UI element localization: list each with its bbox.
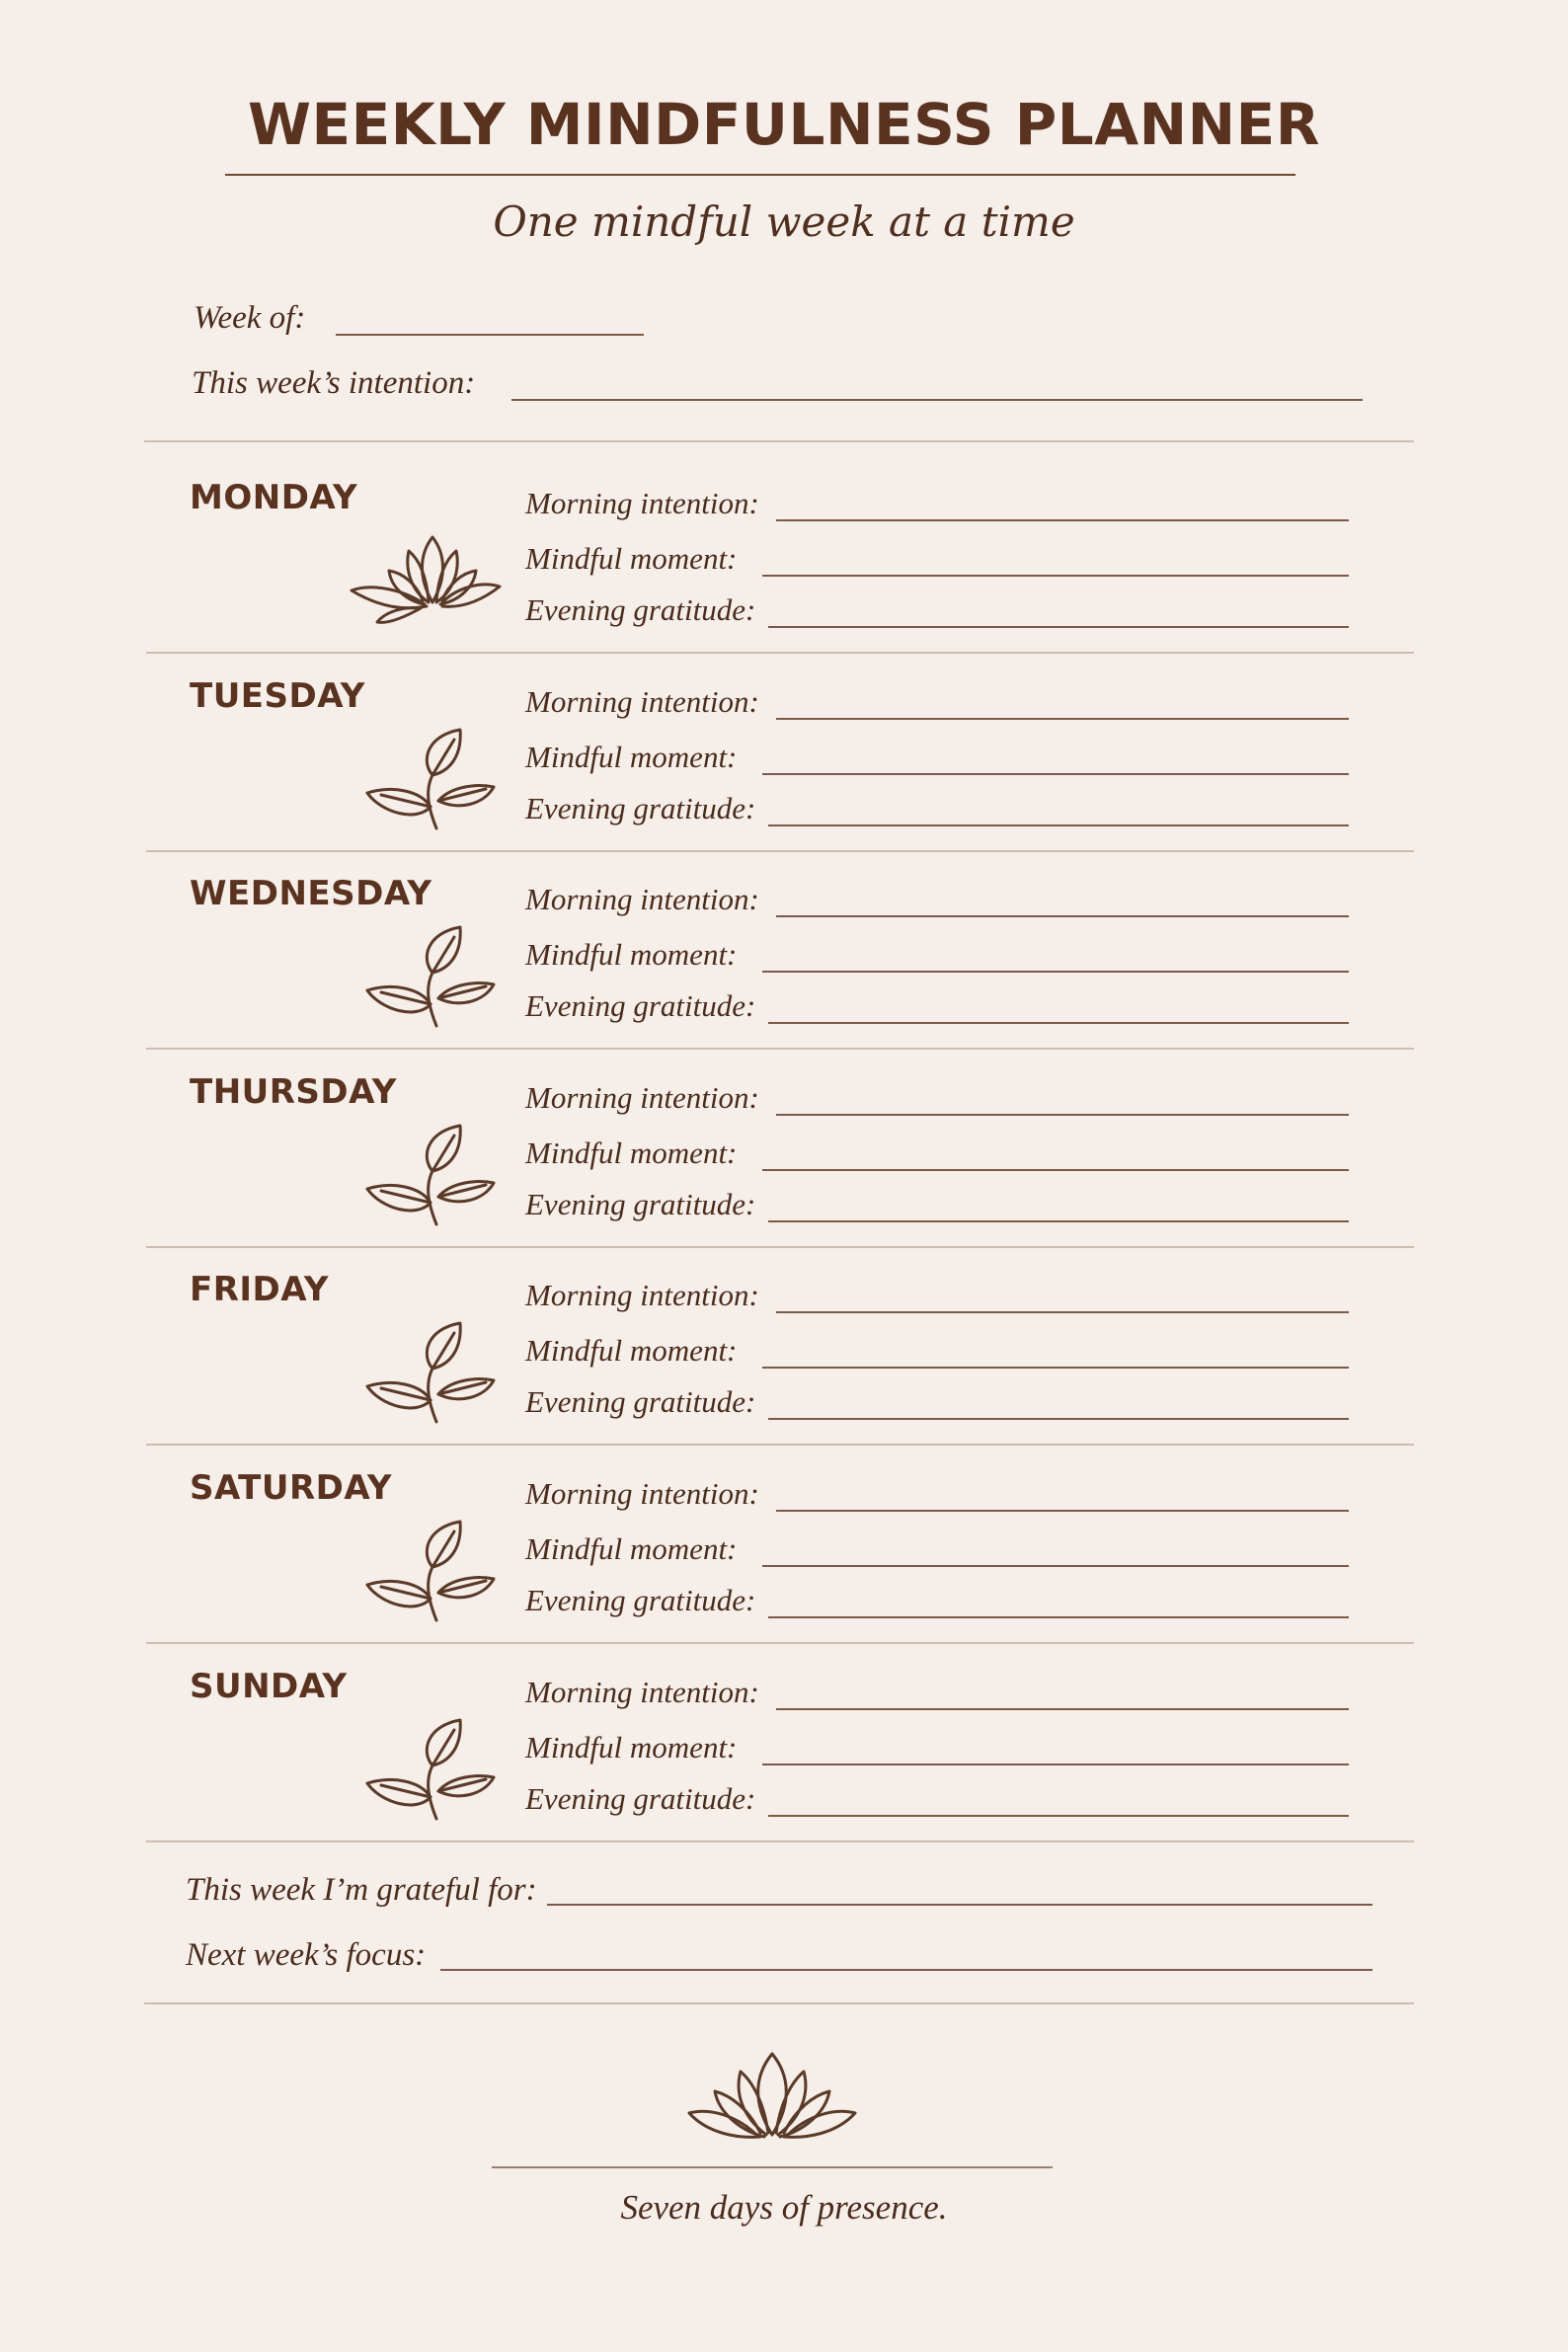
week-intention-line[interactable]	[511, 399, 1363, 401]
evening-gratitude-line[interactable]	[768, 626, 1349, 628]
footer-rule	[492, 2166, 1053, 2168]
morning-intention-label: Morning intention:	[525, 1674, 759, 1709]
evening-gratitude-line[interactable]	[768, 1418, 1349, 1420]
day-divider	[146, 1048, 1414, 1050]
footer-tagline: Seven days of presence.	[620, 2188, 948, 2227]
mindful-moment-line[interactable]	[762, 1367, 1349, 1369]
day-name: MONDAY	[190, 478, 358, 517]
next-focus-line[interactable]	[440, 1969, 1372, 1971]
mindful-moment-label: Mindful moment:	[525, 541, 738, 576]
morning-intention-label: Morning intention:	[525, 1079, 759, 1115]
morning-intention-label: Morning intention:	[525, 683, 759, 719]
evening-gratitude-line[interactable]	[768, 1616, 1349, 1618]
mindful-moment-line[interactable]	[762, 971, 1349, 973]
mindful-moment-line[interactable]	[762, 575, 1349, 577]
day-divider	[146, 1642, 1414, 1644]
evening-gratitude-label: Evening gratitude:	[525, 1186, 756, 1221]
evening-gratitude-label: Evening gratitude:	[525, 1384, 756, 1420]
day-divider	[146, 652, 1414, 654]
grateful-label: This week I’m grateful for:	[186, 1872, 537, 1908]
mindful-moment-line[interactable]	[762, 1565, 1349, 1567]
day-divider	[146, 850, 1414, 852]
day-name: TUESDAY	[190, 675, 365, 716]
week-of-label: Week of:	[194, 300, 306, 336]
leaf-sprig-icon	[359, 923, 508, 1032]
mindful-moment-line[interactable]	[762, 1764, 1349, 1765]
morning-intention-line[interactable]	[776, 718, 1349, 720]
day-divider	[146, 1246, 1414, 1248]
leaf-sprig-icon	[359, 1518, 508, 1626]
morning-intention-line[interactable]	[776, 915, 1349, 917]
day-name: THURSDAY	[190, 1071, 397, 1112]
mindful-moment-label: Mindful moment:	[525, 1135, 738, 1170]
mindful-moment-label: Mindful moment:	[525, 1729, 738, 1764]
page-subtitle: One mindful week at a time	[493, 197, 1075, 246]
week-of-line[interactable]	[336, 334, 644, 336]
mindful-moment-label: Mindful moment:	[525, 1531, 738, 1566]
morning-intention-label: Morning intention:	[525, 882, 759, 917]
next-focus-label: Next week’s focus:	[186, 1937, 427, 1973]
evening-gratitude-label: Evening gratitude:	[525, 790, 756, 825]
leaf-sprig-icon	[359, 1319, 508, 1428]
day-divider	[146, 1444, 1414, 1446]
grateful-line[interactable]	[547, 1904, 1372, 1906]
evening-gratitude-line[interactable]	[768, 1815, 1349, 1817]
mindful-moment-label: Mindful moment:	[525, 739, 738, 774]
evening-gratitude-label: Evening gratitude:	[525, 1583, 756, 1617]
evening-gratitude-label: Evening gratitude:	[525, 592, 756, 627]
lotus-icon	[685, 2048, 859, 2143]
leaf-sprig-icon	[359, 726, 508, 834]
day-divider	[146, 1841, 1414, 1842]
leaf-sprig-icon	[359, 1122, 508, 1230]
day-name: WEDNESDAY	[190, 874, 432, 914]
morning-intention-label: Morning intention:	[525, 486, 759, 520]
lotus-icon	[348, 529, 506, 628]
week-intention-label: This week’s intention:	[192, 365, 476, 401]
leaf-sprig-icon	[359, 1716, 508, 1825]
morning-intention-line[interactable]	[776, 1510, 1349, 1512]
mindful-moment-label: Mindful moment:	[525, 1333, 738, 1369]
evening-gratitude-line[interactable]	[768, 1220, 1349, 1222]
morning-intention-line[interactable]	[776, 1708, 1349, 1710]
section-divider	[144, 2002, 1414, 2004]
day-name: SATURDAY	[190, 1468, 393, 1508]
mindful-moment-line[interactable]	[762, 1169, 1349, 1171]
day-name: FRIDAY	[190, 1270, 329, 1310]
evening-gratitude-line[interactable]	[768, 1022, 1349, 1024]
morning-intention-label: Morning intention:	[525, 1278, 759, 1313]
mindful-moment-line[interactable]	[762, 773, 1349, 775]
morning-intention-line[interactable]	[776, 1114, 1349, 1116]
evening-gratitude-label: Evening gratitude:	[525, 988, 756, 1024]
title-underline	[225, 174, 1295, 176]
day-name: SUNDAY	[190, 1666, 348, 1706]
morning-intention-line[interactable]	[776, 1311, 1349, 1313]
evening-gratitude-label: Evening gratitude:	[525, 1780, 756, 1816]
evening-gratitude-line[interactable]	[768, 824, 1349, 826]
morning-intention-line[interactable]	[776, 519, 1349, 521]
section-divider	[144, 440, 1414, 442]
page-title: WEEKLY MINDFULNESS PLANNER	[248, 91, 1320, 158]
mindful-moment-label: Mindful moment:	[525, 937, 738, 973]
morning-intention-label: Morning intention:	[525, 1476, 759, 1511]
